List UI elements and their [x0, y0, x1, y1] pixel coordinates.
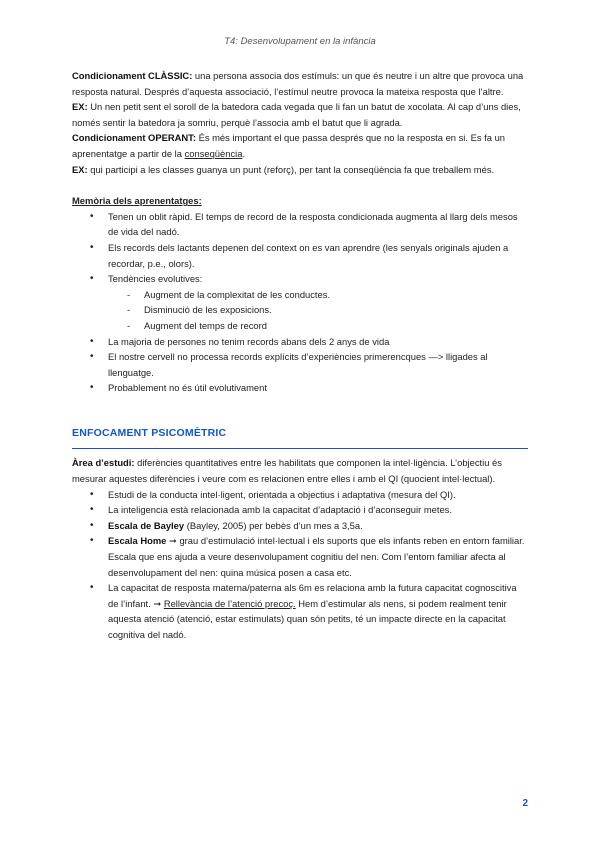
list-item-text: Tendències evolutives: — [108, 273, 203, 285]
example-1-text: Un nen petit sent el soroll de la batedora cada vegada que li fan un batut de xocolata. Al cap d’uns dies, només sentir la batedora ja somriu, perquè l’associa amb el batut que li agrada. — [72, 101, 521, 128]
sub-list — [108, 287, 528, 334]
memoria-title: Memòria dels aprenentatges: — [72, 195, 202, 207]
bayley-label: Escala de Bayley — [108, 519, 185, 531]
area-label: Àrea d’estudi: — [72, 457, 135, 469]
list-item — [108, 518, 528, 534]
bayley-text: (Bayley, 2005) per bebès d’un mes a 3,5a. — [184, 519, 363, 531]
sub-list-item: - Augment de la complexitat de les conductes. — [144, 287, 528, 303]
example-2-paragraph — [72, 162, 528, 178]
arrow-icon: ➞ — [153, 597, 162, 609]
page-number: 2 — [522, 798, 528, 809]
section-heading-psicometric: ENFOCAMENT PSICOMÈTRIC — [72, 426, 528, 450]
list-item: • Probablement no és útil evolutivament — [108, 380, 528, 396]
list-item: • Tenen un oblit ràpid. El temps de record de la resposta condicionada augmenta al llarg dels mesos de vida del nadó. — [108, 209, 528, 240]
example-2-text: qui participi a les classes guanya un punt (reforç), per tant la conseqüència fa que treballem més. — [87, 163, 495, 175]
list-item — [108, 580, 528, 642]
psicometric-list — [72, 487, 528, 643]
classic-text: una persona associa dos estímuls: un que és neutre i un altre que provoca una resposta natural. Després d’aquesta associació, l’estímul neutre provoca la mateixa resposta que l’altre. — [72, 70, 524, 97]
area-text: diferències quantitatives entre les habilitats que componen la intel·ligència. L’objectiu és mesurar aquestes diferències i veure com es relacionen entre elles i amb el QI (quocient intel·lectual). — [72, 457, 502, 485]
area-paragraph — [72, 455, 528, 486]
sub-list-item: - Disminució de les exposicions. — [144, 302, 528, 318]
home-label: Escala Home — [108, 535, 167, 547]
page-header: T4: Desenvolupament en la infància — [224, 36, 376, 47]
arrow-icon: ➞ — [166, 535, 177, 547]
example-1-label: EX: — [72, 101, 88, 113]
example-1-paragraph — [72, 99, 528, 130]
sub-list-item: - Augment del temps de record — [144, 318, 528, 334]
operant-end: . — [242, 147, 246, 159]
list-item: • La inteligencia està relacionada amb la capacitat d’adaptació i d’aconseguir metes. — [108, 502, 528, 518]
home-text: grau d’estimulació intel·lectual i els suports que els infants reben en entorn familiar. Escala que ens ajuda a veure desenvolupament cognitiu del nen. Com l’entorn familiar afecta al desenvolupament del nen: quina música posen a casa etc. — [108, 535, 525, 578]
atencio-precoc-link[interactable]: Rellevància de l’atenció precoç. — [163, 597, 296, 609]
memoria-list — [72, 209, 528, 396]
list-item — [108, 533, 528, 580]
classic-label: Condicionament CLÀSSIC: — [72, 70, 193, 81]
memoria-section — [72, 193, 528, 396]
example-2-label: EX: — [72, 163, 88, 175]
capacitat-text: La capacitat de resposta materna/paterna als 6m es relaciona amb la futura capacitat cognoscitiva de l’infant. — [108, 582, 517, 609]
operant-paragraph — [72, 130, 528, 161]
list-item: • Els records dels lactants depenen del context on es van aprendre (les senyals originals ajuden a recordar, p.e., olors). — [108, 240, 528, 271]
operant-label: Condicionament OPERANT: — [72, 132, 196, 144]
operant-text: És més important el que passa després que no la resposta en si. Es fa un aprenentatge a partir de la — [72, 132, 505, 159]
list-item: • El nostre cervell no processa records explícits d’experiències primerencques —> lligades al llenguatge. — [108, 349, 528, 380]
classic-paragraph — [72, 68, 528, 99]
capacitat-end: Hem d’estimular als nens, si podem realment tenir aquesta atenció (atenció, estar estimulats) quan són petits, té un impacte directe en la capacitat cognitiva del nadó. — [108, 597, 507, 640]
list-item — [108, 271, 528, 333]
list-item: • Estudi de la conducta intel·ligent, orientada a objectius i adaptativa (mesura del QI). — [108, 487, 528, 503]
document-body — [72, 68, 528, 643]
consequencia-link[interactable]: conseqüència — [184, 147, 243, 159]
list-item: • La majoria de persones no tenim records abans dels 2 anys de vida — [108, 334, 528, 350]
